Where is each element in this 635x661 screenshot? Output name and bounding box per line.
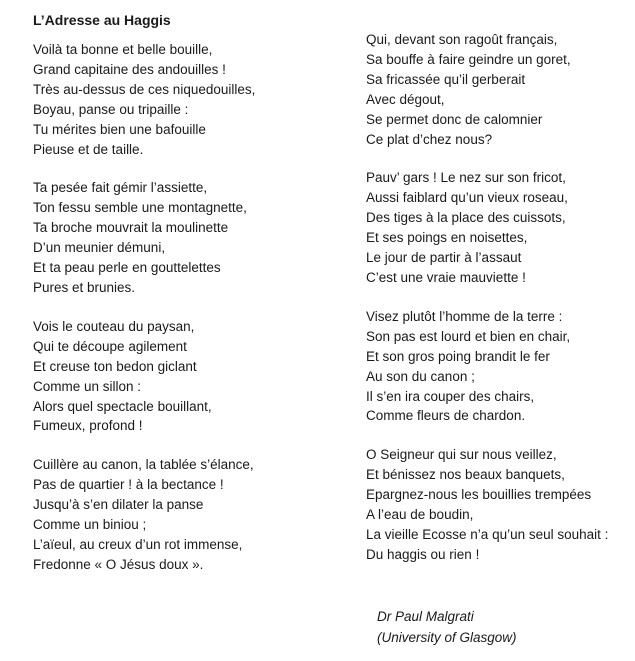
poem-line: Comme fleurs de chardon.: [366, 408, 526, 424]
poem-line: Pauv’ gars ! Le nez sur son fricot,: [366, 170, 566, 186]
poem-line: Et son gros poing brandit le fer: [366, 348, 550, 364]
poem-line: Fumeux, profond !: [33, 418, 143, 434]
poem-line: Comme un biniou ;: [33, 517, 147, 533]
poem-line: Aussi faiblard qu’un vieux roseau,: [366, 190, 568, 206]
poem-line: Qui, devant son ragoût français,: [366, 32, 558, 47]
poem-line: Boyau, panse ou tripaille :: [33, 101, 189, 117]
poem-line: Fredonne « O Jésus doux ».: [33, 556, 204, 572]
poem-line: Et creuse ton bedon giclant: [33, 358, 197, 374]
signature-affiliation: (University of Glasgow): [377, 630, 517, 645]
left-column: [33, 40, 343, 594]
poem-line: Ce plat d’chez nous?: [366, 131, 493, 147]
poem-line: Jusqu’à s’en dilater la panse: [33, 497, 204, 513]
poem-line: Avec dégout,: [366, 91, 445, 107]
poem-line: Et bénissez nos beaux banquets,: [366, 467, 565, 483]
stanza: [33, 40, 343, 159]
poem-line: Cuillère au canon, la tablée s’élance,: [33, 457, 254, 473]
poem-line: Et ta peau perle en gouttelettes: [33, 260, 221, 276]
poem-line: Ton fessu semble une montagnette,: [33, 200, 247, 216]
poem-line: Se permet donc de calomnier: [366, 111, 543, 127]
right-column: [366, 30, 626, 584]
stanza: [366, 307, 626, 426]
poem-line: La vieille Ecosse n’a qu’un seul souhait :: [366, 526, 609, 542]
stanza: [33, 455, 343, 574]
poem-line: Au son du canon ;: [366, 368, 475, 384]
signature-block: [377, 606, 517, 648]
stanza: [33, 317, 343, 436]
poem-line: Comme un sillon :: [33, 378, 142, 394]
poem-line: Très au-dessus de ces niquedouilles,: [33, 81, 256, 97]
poem-line: Vois le couteau du paysan,: [33, 318, 195, 334]
poem-line: Epargnez-nous les bouillies trempées: [366, 487, 592, 503]
poem-line: Pures et brunies.: [33, 279, 136, 295]
poem-line: Le jour de partir à l’assaut: [366, 250, 522, 266]
poem-line: Alors quel spectacle bouillant,: [33, 398, 212, 414]
poem-line: Qui te découpe agilement: [33, 338, 187, 354]
poem-line: Pieuse et de taille.: [33, 141, 144, 157]
poem-line: Voilà ta bonne et belle bouille,: [33, 42, 213, 57]
stanza: [33, 178, 343, 297]
poem-line: Sa fricassée qu’il gerberait: [366, 71, 526, 87]
stanza: [366, 168, 626, 287]
poem-line: Ta broche mouvrait la moulinette: [33, 220, 229, 236]
poem-line: O Seigneur qui sur nous veillez,: [366, 447, 557, 463]
poem-title: L’Adresse au Haggis: [33, 12, 171, 28]
poem-line: Et ses poings en noisettes,: [366, 230, 528, 246]
poem-line: Sa bouffe à faire geindre un goret,: [366, 51, 571, 67]
poem-line: Du haggis ou rien !: [366, 546, 480, 562]
poem-line: Des tiges à la place des cuissots,: [366, 210, 566, 226]
poem-line: Son pas est lourd et bien en chair,: [366, 328, 571, 344]
poem-line: Ta pesée fait gémir l’assiette,: [33, 180, 208, 196]
poem-line: C’est une vraie mauviette !: [366, 269, 526, 285]
poem-line: Grand capitaine des andouilles !: [33, 61, 226, 77]
poem-line: A l’eau de boudin,: [366, 507, 474, 523]
poem-line: L’aïeul, au creux d’un rot immense,: [33, 536, 243, 552]
poem-line: Tu mérites bien une bafouille: [33, 121, 206, 137]
poem-line: Il s’en ira couper des chairs,: [366, 388, 535, 404]
poem-line: Pas de quartier ! à la bectance !: [33, 477, 224, 493]
signature-author: Dr Paul Malgrati: [377, 609, 474, 624]
poem-line: Visez plutôt l’homme de la terre :: [366, 308, 563, 324]
stanza: [366, 30, 626, 149]
poem-line: D’un meunier démuni,: [33, 240, 166, 256]
stanza: [366, 445, 626, 564]
